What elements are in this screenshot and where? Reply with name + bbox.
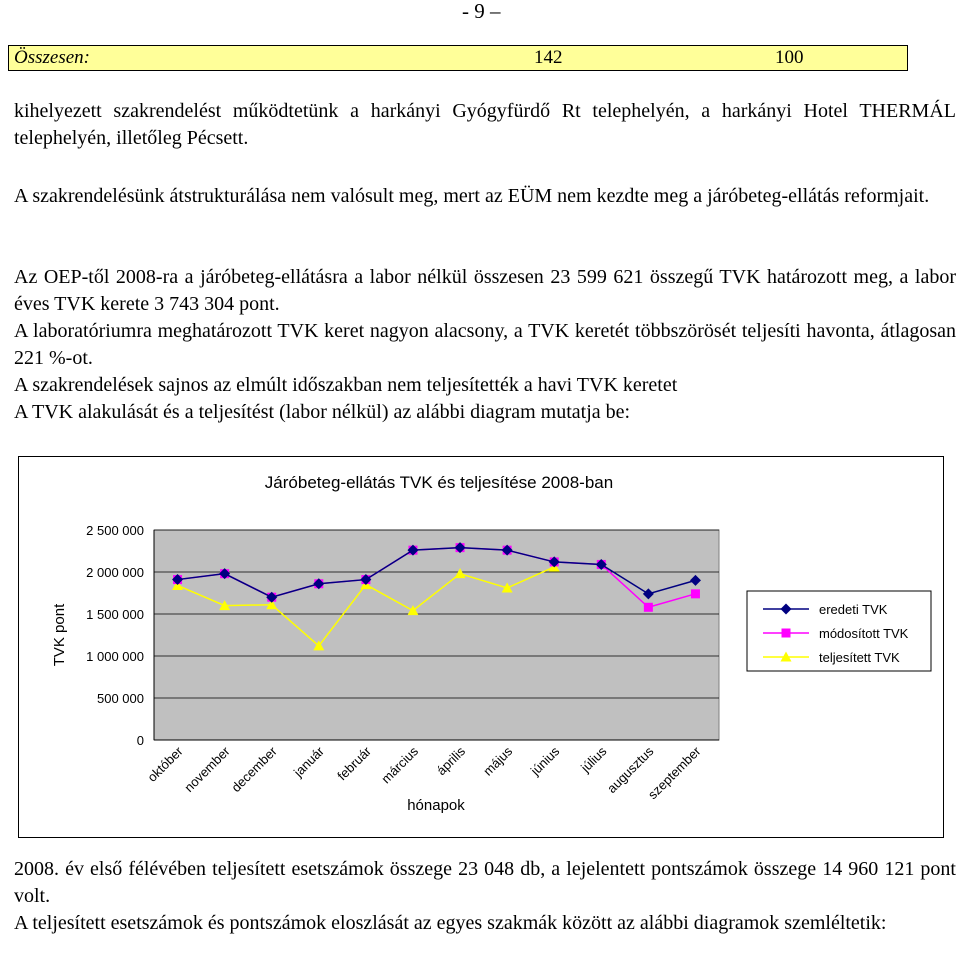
legend-label: teljesített TVK — [819, 650, 900, 665]
y-axis-label: TVK pont — [51, 603, 68, 667]
total-row — [8, 45, 908, 71]
paragraph-laboratory: A laboratóriumra meghatározott TVK keret nagyon alacsony, a TVK keretét többszörösét teljesíti havonta, átlagosan 221 %-ot. — [14, 320, 956, 369]
data-point — [644, 603, 653, 612]
total-row-label: Összesen: — [14, 47, 90, 68]
y-tick-label: 500 000 — [97, 691, 144, 706]
x-tick-label: február — [334, 743, 374, 784]
legend-label: eredeti TVK — [819, 602, 888, 617]
paragraph-not-fulfilled: A szakrendelések sajnos az elmúlt időszakban nem teljesítették a havi TVK keretet — [14, 374, 678, 396]
paragraph-oep-tvk: Az OEP-től 2008-ra a járóbeteg-ellátásra a labor nélkül összesen 23 599 621 összegű TVK határozott meg, a labor éves TVK kerete 3 743 304 pont. — [14, 266, 956, 315]
paragraph-first-half-results: 2008. év első félévében teljesített esetszámok összege 23 048 db, a lejelentett pontszámok összege 14 960 121 pont volt. — [14, 858, 956, 907]
x-tick-label: december — [228, 743, 280, 796]
legend-label: módosított TVK — [819, 626, 909, 641]
paragraph-restructuring: A szakrendelésünk átstrukturálása nem valósult meg, mert az EÜM nem kezdte meg a járóbeteg-ellátás reformjait. — [14, 185, 930, 207]
chart-title: Járóbeteg-ellátás TVK és teljesítése 2008-ban — [264, 473, 614, 492]
x-axis-label: hónapok — [407, 797, 465, 814]
y-tick-label: 2 000 000 — [86, 565, 144, 580]
y-tick-label: 1 500 000 — [86, 607, 144, 622]
x-tick-label: november — [181, 743, 233, 796]
x-tick-label: augusztus — [603, 743, 657, 797]
total-row-value-2: 100 — [775, 47, 804, 68]
plot-area — [154, 530, 719, 740]
data-point — [691, 589, 700, 598]
paragraph-locations: kihelyezett szakrendelést működtetünk a harkányi Gyógyfürdő Rt telephelyén, a harkányi Hotel THERMÁL telephelyén, illetőleg Pécsett. — [14, 100, 956, 149]
paragraph-distribution-intro: A teljesített esetszámok és pontszámok eloszlását az egyes szakmák között az alábbi diagramok szemléltetik: — [14, 912, 887, 934]
total-row-value-1: 142 — [534, 47, 563, 68]
x-tick-label: október — [144, 743, 186, 785]
x-tick-label: január — [290, 743, 327, 780]
paragraph-chart-intro: A TVK alakulását és a teljesítést (labor nélkül) az alábbi diagram mutatja be: — [14, 401, 631, 423]
chart-frame — [18, 456, 944, 838]
tvk-line-chart — [19, 457, 945, 839]
x-tick-label: július — [577, 743, 610, 776]
x-tick-label: június — [527, 743, 563, 779]
page-number: - 9 – — [462, 0, 501, 23]
y-tick-label: 1 000 000 — [86, 649, 144, 664]
x-tick-label: március — [378, 743, 422, 787]
x-tick-label: április — [433, 743, 469, 779]
x-tick-label: szeptember — [644, 743, 704, 803]
y-tick-label: 2 500 000 — [86, 523, 144, 538]
legend-swatch-marker — [782, 629, 791, 638]
y-tick-label: 0 — [136, 733, 144, 748]
x-tick-label: május — [480, 743, 516, 779]
